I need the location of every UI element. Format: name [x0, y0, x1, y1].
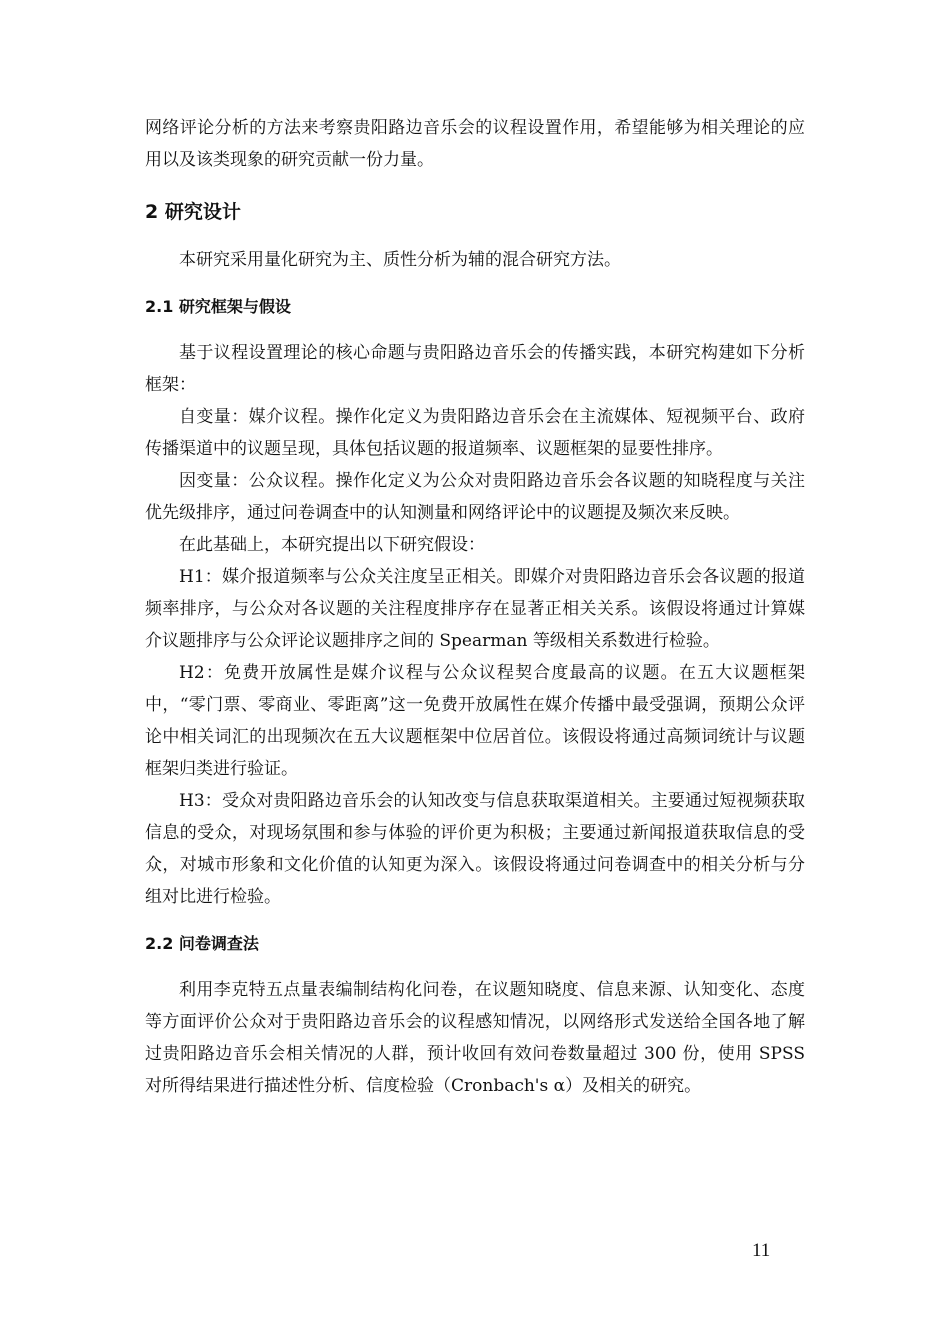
section-2-heading: 2 研究设计 [145, 201, 241, 223]
hypothesis-h1-paragraph: H1：媒介报道频率与公众关注度呈正相关。即媒介对贵阳路边音乐会各议题的报道频率排序，与公众对各议题的关注程度排序存在显著正相关关系。该假设将通过计算媒介议题排序与公众评论议题排序之间的 Spearman 等级相关系数进行检验。 [145, 567, 805, 651]
independent-variable-paragraph: 自变量：媒介议程。操作化定义为贵阳路边音乐会在主流媒体、短视频平台、政府传播渠道中的议题呈现，具体包括议题的报道频率、议题框架的显要性排序。 [145, 407, 805, 459]
page-body [145, 112, 805, 1102]
framework-paragraph: 基于议程设置理论的核心命题与贵阳路边音乐会的传播实践，本研究构建如下分析框架： [145, 343, 805, 395]
section-2-2-heading: 2.2 问卷调查法 [145, 934, 259, 953]
section-2-intro: 本研究采用量化研究为主、质性分析为辅的混合研究方法。 [179, 250, 621, 270]
section-2-1-heading: 2.1 研究框架与假设 [145, 297, 291, 316]
hypotheses-intro-paragraph: 在此基础上，本研究提出以下研究假设： [179, 535, 485, 555]
page-number: 11 [752, 1240, 771, 1261]
dependent-variable-paragraph: 因变量：公众议程。操作化定义为公众对贵阳路边音乐会各议题的知晓程度与关注优先级排序，通过问卷调查中的认知测量和网络评论中的议题提及频次来反映。 [145, 471, 805, 523]
questionnaire-paragraph: 利用李克特五点量表编制结构化问卷，在议题知晓度、信息来源、认知变化、态度等方面评价公众对于贵阳路边音乐会的议程感知情况，以网络形式发送给全国各地了解过贵阳路边音乐会相关情况的人群，预计收回有效问卷数量超过 300 份，使用 SPSS 对所得结果进行描述性分析、信度检验（Cronbach's α）及相关的研究。 [145, 980, 805, 1096]
hypothesis-h2-paragraph: H2：免费开放属性是媒介议程与公众议程契合度最高的议题。在五大议题框架中，“零门票、零商业、零距离”这一免费开放属性在媒介传播中最受强调，预期公众评论中相关词汇的出现频次在五大议题框架中位居首位。该假设将通过高频词统计与议题框架归类进行验证。 [145, 663, 805, 779]
intro-paragraph: 网络评论分析的方法来考察贵阳路边音乐会的议程设置作用，希望能够为相关理论的应用以及该类现象的研究贡献一份力量。 [145, 118, 805, 170]
hypothesis-h3-paragraph: H3：受众对贵阳路边音乐会的认知改变与信息获取渠道相关。主要通过短视频获取信息的受众，对现场氛围和参与体验的评价更为积极；主要通过新闻报道获取信息的受众，对城市形象和文化价值的认知更为深入。该假设将通过问卷调查中的相关分析与分组对比进行检验。 [145, 791, 805, 907]
